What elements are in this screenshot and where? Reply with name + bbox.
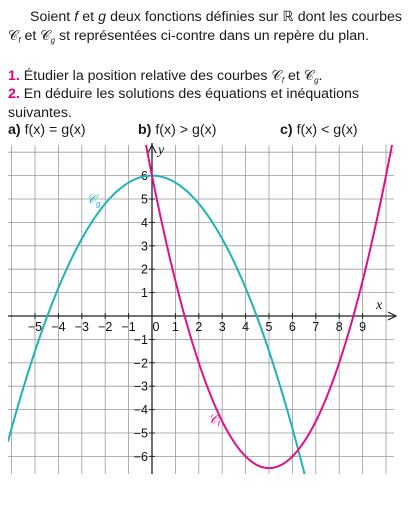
question-2: 2. En déduire les solutions des équations et inéquations suivantes. (8, 86, 359, 121)
y-tick-label: −6 (133, 449, 148, 464)
x-tick-label: 3 (218, 320, 226, 334)
y-tick-label: 1 (141, 286, 148, 301)
x-tick-label: 6 (288, 320, 296, 334)
curve-f (8, 140, 394, 468)
subquestion-a: a) f(x) = g(x) (8, 122, 86, 138)
y-tick-label: −1 (133, 332, 148, 347)
y-tick-label: −3 (133, 379, 148, 394)
curve-g-label: 𝒞$_g$ (86, 191, 101, 209)
y-tick-label: 5 (141, 192, 148, 207)
x-tick-label: 1 (171, 320, 179, 334)
y-tick-label: 6 (141, 169, 148, 184)
curve-f-label: 𝒞$_f$ (208, 411, 220, 429)
x-tick-label: −4 (51, 320, 66, 334)
y-tick-label: −2 (133, 356, 148, 371)
subquestion-b: b) f(x) > g(x) (138, 122, 217, 138)
x-tick-label: 8 (335, 320, 343, 334)
x-tick-label: 0 (152, 320, 160, 334)
function-graph (0, 140, 409, 485)
y-tick-label: 3 (141, 239, 148, 254)
subquestion-c: c) f(x) < g(x) (280, 122, 358, 138)
problem-statement: Soient f et g deux fonctions définies sur ℝ dont les courbes 𝒞$_f$ et 𝒞$_g$ st représentées ci-contre dans un repère du plan. (8, 9, 403, 45)
grid (8, 145, 394, 474)
question-1: 1. Étudier la position relative des courbes 𝒞$_f$ et 𝒞$_g$. (8, 68, 323, 85)
x-tick-label: 2 (195, 320, 203, 334)
x-tick-label: 9 (359, 320, 367, 334)
x-tick-label: −1 (121, 320, 136, 334)
curve-labels (86, 192, 221, 429)
x-tick-label: 5 (265, 320, 273, 334)
y-tick-label: 4 (141, 215, 148, 230)
y-tick-label: −4 (133, 403, 148, 418)
x-tick-label: −5 (27, 320, 43, 334)
y-tick-label: 2 (141, 262, 148, 277)
axes (8, 143, 396, 474)
x-axis-label: x (376, 298, 383, 313)
x-tick-label: 7 (312, 320, 320, 334)
y-axis-label: y (158, 143, 165, 158)
y-tick-label: −5 (133, 426, 148, 441)
x-tick-label: −3 (74, 320, 89, 334)
x-tick-label: −2 (98, 320, 113, 334)
x-tick-label: 4 (242, 320, 250, 334)
